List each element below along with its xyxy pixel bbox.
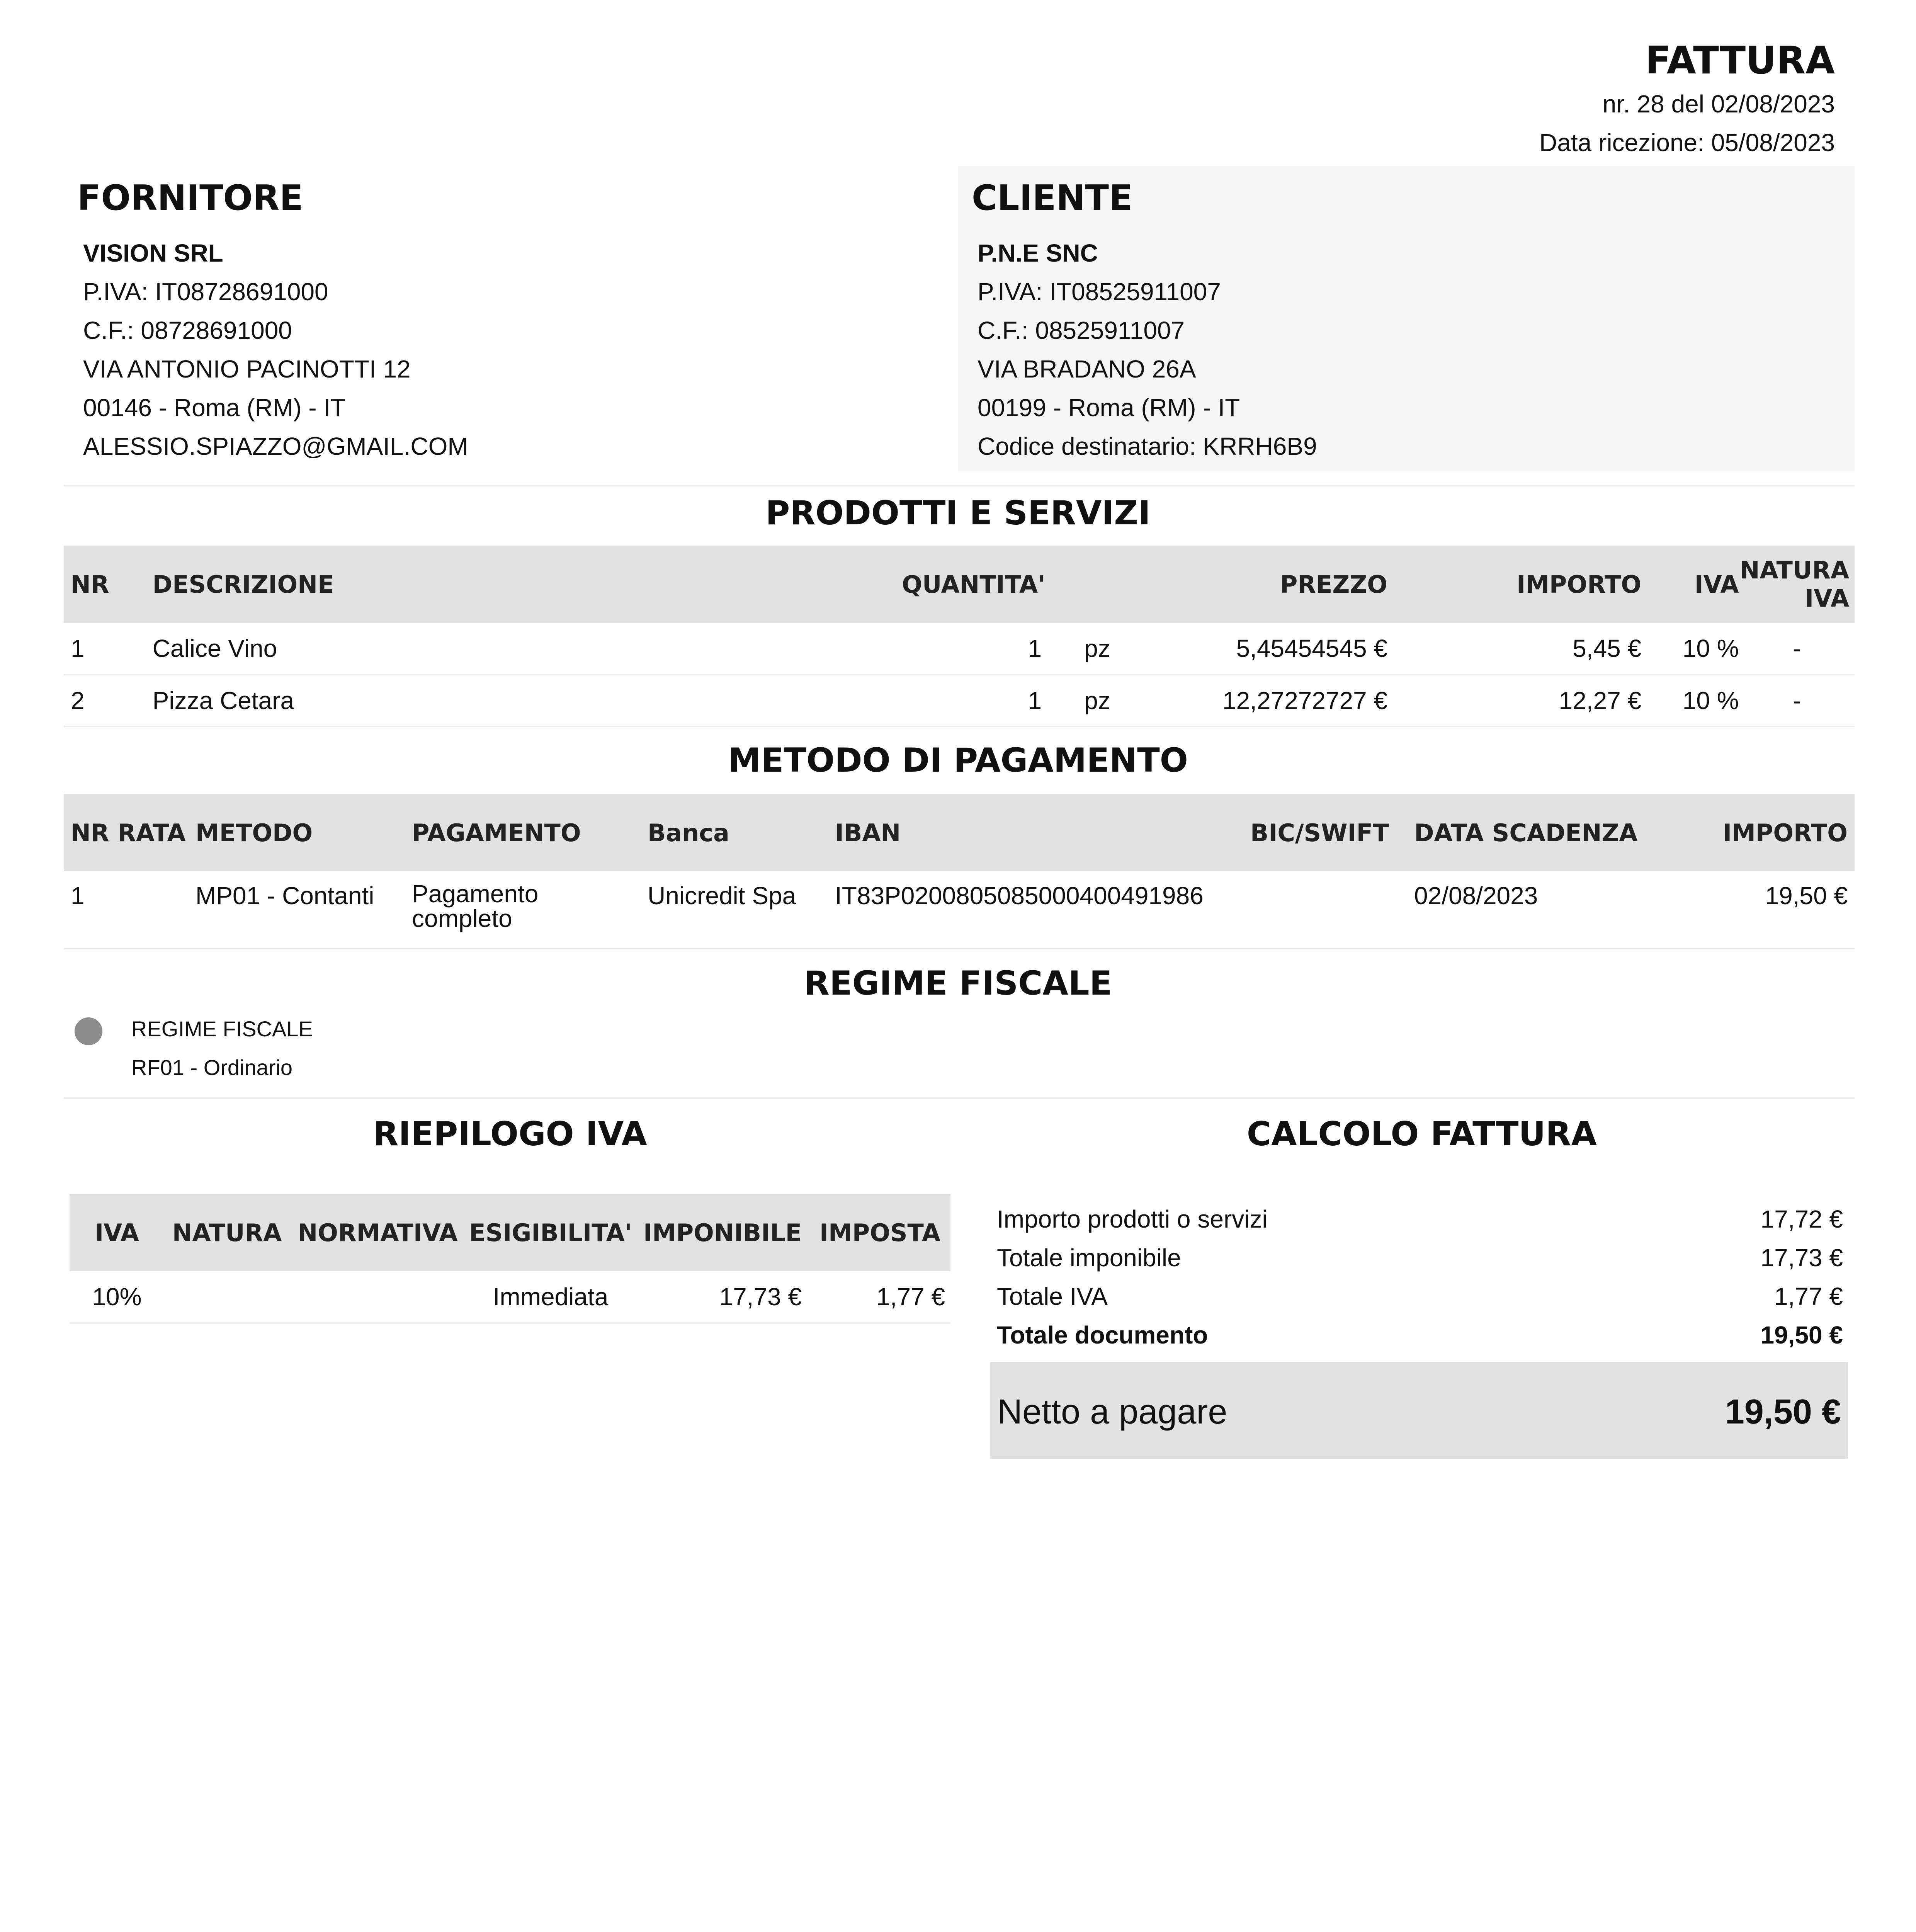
regime-label: REGIME FISCALE <box>131 1017 313 1041</box>
regime-heading: REGIME FISCALE <box>804 964 1112 1003</box>
col-importo-pag: IMPORTO <box>1723 818 1848 847</box>
vat-natura <box>164 1271 290 1323</box>
row-qty: 1 <box>1028 687 1042 714</box>
calc-value: 19,50 € <box>1760 1321 1843 1349</box>
pay-method: MP01 - Contanti <box>196 882 374 910</box>
supplier-piva: P.IVA: IT08728691000 <box>83 278 328 306</box>
calc-label: Totale imponibile <box>997 1244 1181 1272</box>
row-nr: 2 <box>71 687 85 714</box>
client-city: 00199 - Roma (RM) - IT <box>978 394 1240 422</box>
calc-label: Importo prodotti o servizi <box>997 1205 1268 1233</box>
row-iva: 10 % <box>1682 687 1739 714</box>
divider <box>64 1097 1855 1099</box>
client-block <box>958 166 1855 471</box>
calc-line <box>997 1277 1843 1316</box>
col-vat-normativa: NORMATIVA <box>298 1218 458 1247</box>
col-metodo: METODO <box>196 818 313 847</box>
table-row <box>70 1271 950 1323</box>
calc-line <box>997 1200 1843 1238</box>
table-row <box>64 623 1855 675</box>
client-address: VIA BRADANO 26A <box>978 355 1196 383</box>
calc-label: Totale documento <box>997 1321 1208 1349</box>
table-row <box>64 871 1855 949</box>
col-prezzo: PREZZO <box>1280 570 1388 599</box>
calc-value: 17,73 € <box>1760 1244 1843 1272</box>
products-header-row <box>64 546 1855 623</box>
client-code: Codice destinatario: KRRH6B9 <box>978 432 1317 460</box>
row-nr: 1 <box>71 634 85 662</box>
divider <box>64 485 1855 486</box>
vat-imposta: 1,77 € <box>876 1283 945 1311</box>
payment-table <box>64 794 1855 949</box>
col-descrizione: DESCRIZIONE <box>152 570 334 599</box>
row-qty: 1 <box>1028 634 1042 662</box>
row-price: 12,27272727 € <box>1222 687 1388 714</box>
net-value: 19,50 € <box>1725 1393 1841 1431</box>
col-quantita: QUANTITA' <box>902 570 1046 599</box>
calc-heading: CALCOLO FATTURA <box>1246 1115 1597 1153</box>
invoice-title: FATTURA <box>1645 39 1835 83</box>
products-heading: PRODOTTI E SERVIZI <box>765 494 1151 532</box>
row-unit: pz <box>1084 634 1110 662</box>
row-natura: - <box>1793 634 1801 662</box>
vat-esigibilita: Immediata <box>493 1283 609 1311</box>
pay-iban: IT83P0200805085000400491986 <box>835 882 1204 910</box>
col-data-scadenza: DATA SCADENZA <box>1414 818 1638 847</box>
col-pagamento: PAGAMENTO <box>412 818 581 847</box>
vat-header-row <box>70 1194 950 1271</box>
col-iban: IBAN <box>835 818 901 847</box>
vat-imponibile: 17,73 € <box>719 1283 802 1311</box>
pay-bank: Unicredit Spa <box>648 882 796 910</box>
supplier-heading: FORNITORE <box>77 178 303 218</box>
calc-lines <box>997 1200 1843 1354</box>
client-name: P.N.E SNC <box>978 239 1098 267</box>
col-vat-imposta: IMPOSTA <box>819 1218 941 1247</box>
calc-label: Totale IVA <box>997 1282 1108 1310</box>
col-iva: IVA <box>1694 570 1739 599</box>
pay-bic <box>1250 871 1410 949</box>
bullet-icon <box>75 1017 102 1045</box>
row-natura: - <box>1793 687 1801 714</box>
net-to-pay-box <box>990 1362 1848 1459</box>
vat-iva: 10% <box>92 1283 142 1311</box>
pay-due: 02/08/2023 <box>1414 882 1538 910</box>
col-importo: IMPORTO <box>1516 570 1642 599</box>
col-vat-imponibile: IMPONIBILE <box>643 1218 802 1247</box>
row-amount: 12,27 € <box>1559 687 1642 714</box>
received-date: Data ricezione: 05/08/2023 <box>1539 129 1835 156</box>
col-natura-iva: NATURA IVA <box>1739 556 1849 612</box>
row-desc: Calice Vino <box>152 634 277 662</box>
vat-normativa <box>290 1271 466 1323</box>
net-label: Netto a pagare <box>997 1393 1227 1431</box>
col-banca: Banca <box>648 818 729 847</box>
client-piva: P.IVA: IT08525911007 <box>978 278 1221 306</box>
pay-payment-l1: Pagamento <box>412 880 539 908</box>
supplier-name: VISION SRL <box>83 239 223 267</box>
pay-nr: 1 <box>71 882 85 910</box>
supplier-cf: C.F.: 08728691000 <box>83 316 292 344</box>
row-desc: Pizza Cetara <box>152 687 294 714</box>
client-cf: C.F.: 08525911007 <box>978 316 1185 344</box>
calc-line-total <box>997 1316 1843 1354</box>
table-row <box>64 675 1855 726</box>
row-iva: 10 % <box>1682 634 1739 662</box>
supplier-city: 00146 - Roma (RM) - IT <box>83 394 346 422</box>
supplier-address: VIA ANTONIO PACINOTTI 12 <box>83 355 411 383</box>
payment-heading: METODO DI PAGAMENTO <box>728 741 1188 780</box>
row-amount: 5,45 € <box>1573 634 1642 662</box>
col-nr: NR <box>71 570 109 599</box>
row-price: 5,45454545 € <box>1236 634 1388 662</box>
payment-header-row <box>64 794 1855 871</box>
col-nr-rata: NR RATA <box>71 818 186 847</box>
invoice-number: nr. 28 del 02/08/2023 <box>1602 90 1835 118</box>
regime-value: RF01 - Ordinario <box>131 1055 293 1080</box>
calc-value: 1,77 € <box>1774 1282 1843 1310</box>
pay-payment-l2: completo <box>412 905 512 932</box>
col-bic-swift: BIC/SWIFT <box>1250 818 1389 847</box>
calc-value: 17,72 € <box>1760 1205 1843 1233</box>
vat-summary-heading: RIEPILOGO IVA <box>373 1115 647 1153</box>
client-heading: CLIENTE <box>972 178 1133 218</box>
pay-amount: 19,50 € <box>1765 882 1848 910</box>
col-vat-esigibilita: ESIGIBILITA' <box>469 1218 632 1247</box>
row-unit: pz <box>1084 687 1110 714</box>
products-table <box>64 546 1855 727</box>
supplier-email: ALESSIO.SPIAZZO@GMAIL.COM <box>83 432 468 460</box>
supplier-block <box>64 166 949 475</box>
vat-summary-table <box>70 1194 950 1324</box>
col-vat-natura: NATURA <box>172 1218 282 1247</box>
col-vat-iva: IVA <box>95 1218 139 1247</box>
calc-line <box>997 1238 1843 1277</box>
